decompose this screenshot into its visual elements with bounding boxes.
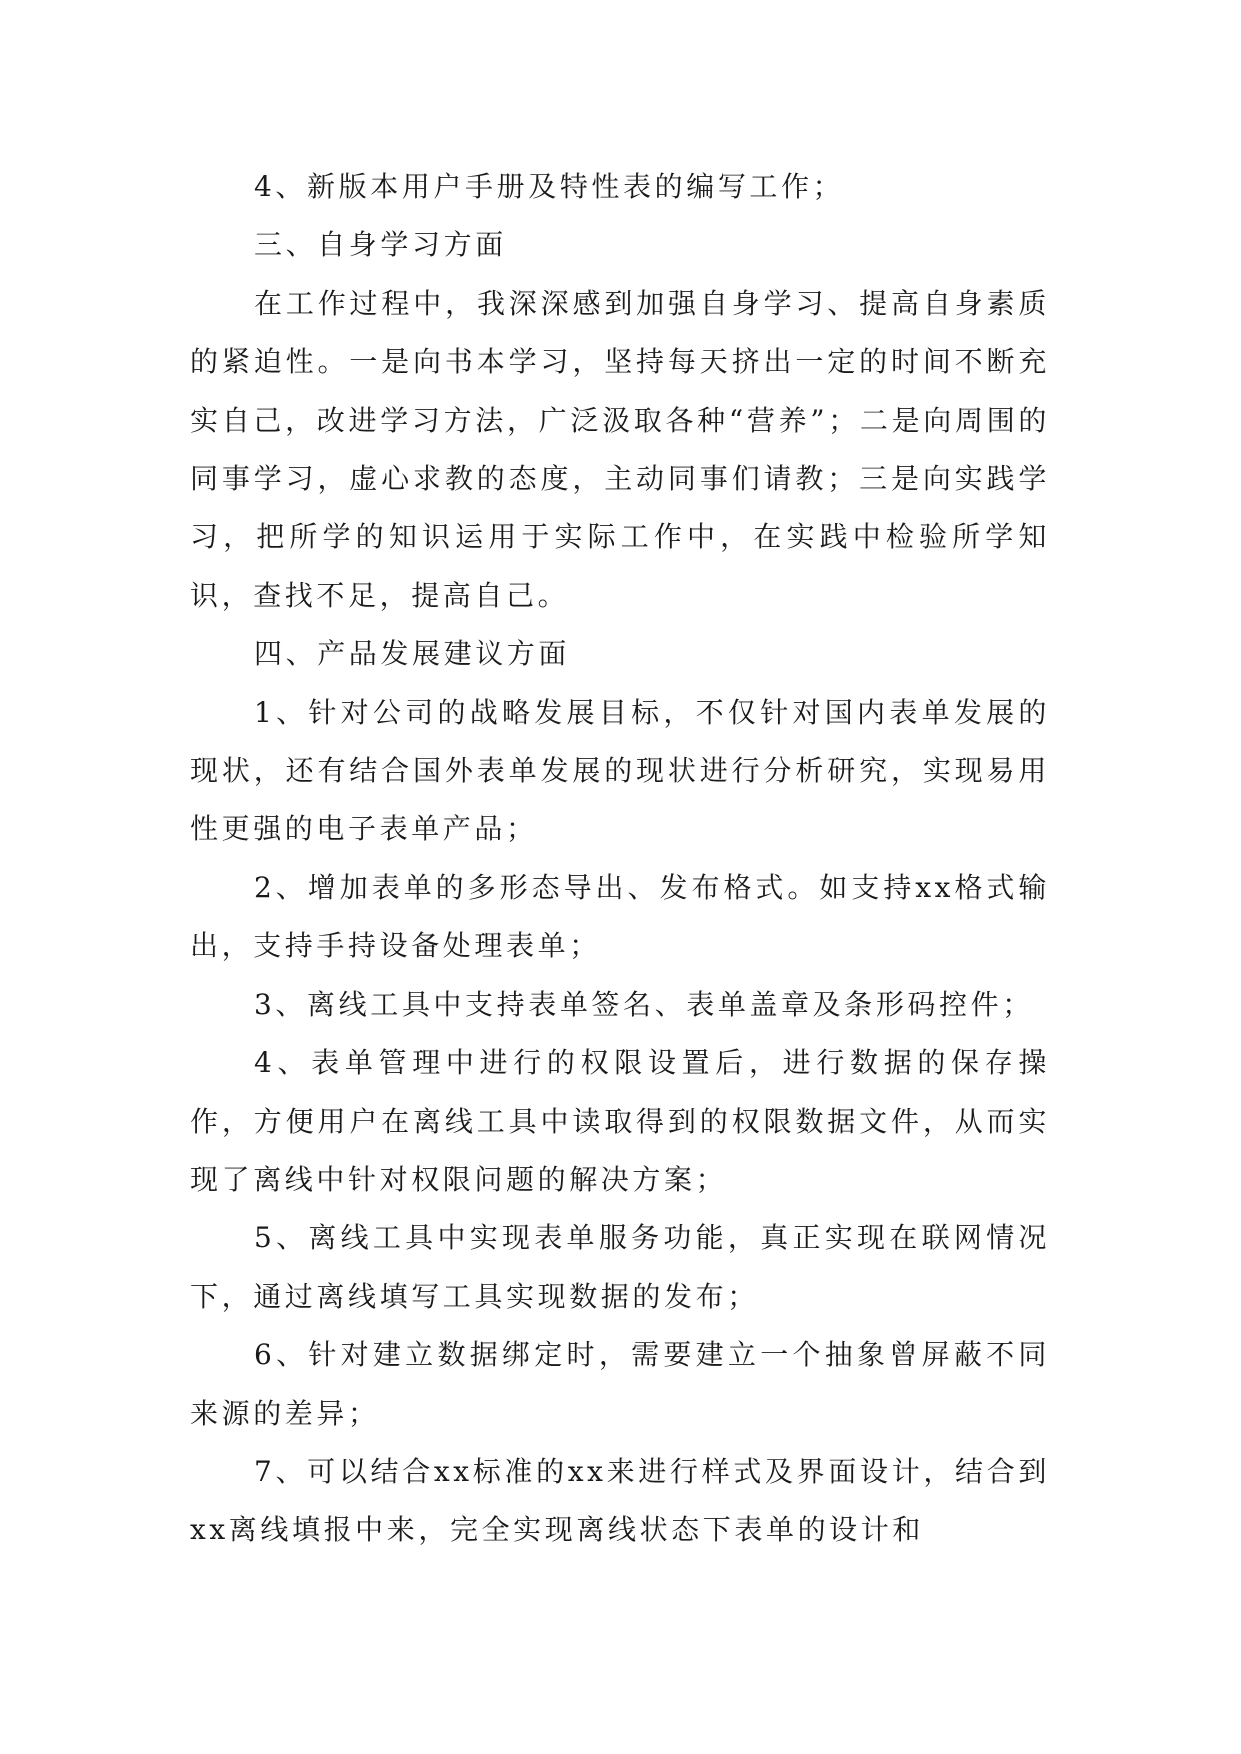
section-heading-product-suggestions: 四、产品发展建议方面 [254,637,571,671]
paragraph-item-4-user-manual: 4、新版本用户手册及特性表的编写工作； [254,170,845,203]
paragraph-suggestion-4: 4、表单管理中进行的权限设置后，进行数据的保存操作，方便用户在离线工具中读取得到的权限数据文件，从而实现了离线中针对权限问题的解决方案； [190,1046,1050,1196]
paragraph-suggestion-6: 6、针对建立数据绑定时，需要建立一个抽象曾屏蔽不同来源的差异； [190,1338,1050,1430]
paragraph-suggestion-7: 7、可以结合xx标准的xx来进行样式及界面设计，结合到xx离线填报中来，完全实现离线状态下表单的设计和 [190,1454,1050,1547]
section-heading-self-study: 三、自身学习方面 [254,228,507,262]
paragraph-suggestion-3: 3、离线工具中支持表单签名、表单盖章及条形码控件； [254,987,1034,1021]
paragraph-suggestion-2: 2、增加表单的多形态导出、发布格式。如支持xx格式输出，支持手持设备处理表单； [190,870,1050,963]
paragraph-self-study: 在工作过程中，我深深感到加强自身学习、提高自身素质的紧迫性。一是向书本学习，坚持每天挤出一定的时间不断充实自己，改进学习方法，广泛汲取各种“营养”；二是向周围的同事学习，虚心求教的态度，主动同事们请教；三是向实践学习，把所学的知识运用于实际工作中，在实践中检验所学知识，查找不足，提高自己。 [190,286,1050,612]
paragraph-suggestion-5: 5、离线工具中实现表单服务功能，真正实现在联网情况下，通过离线填写工具实现数据的发布； [190,1221,1050,1313]
document-body [190,158,1050,1560]
paragraph-suggestion-1: 1、针对公司的战略发展目标，不仅针对国内表单发展的现状，还有结合国外表单发展的现状进行分析研究，实现易用性更强的电子表单产品； [190,695,1050,846]
